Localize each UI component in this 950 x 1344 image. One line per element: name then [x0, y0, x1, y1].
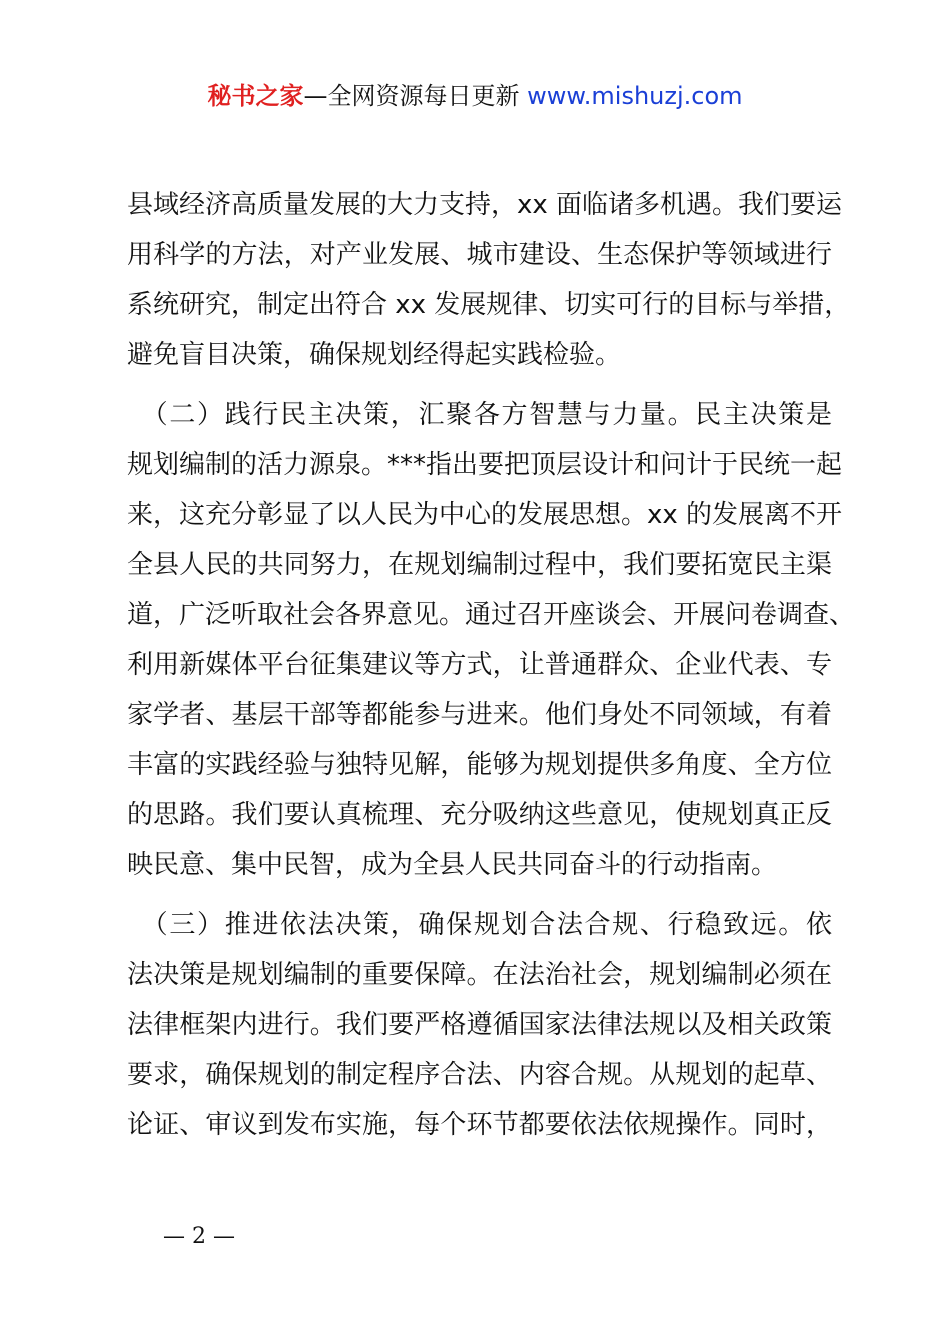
text-line: 家学者、基层干部等都能参与进来。他们身处不同领域，有着 [127, 700, 832, 730]
site-url: www.mishuzj.com [527, 82, 743, 110]
text-line: 避免盲目决策，确保规划经得起实践检验。 [127, 340, 622, 370]
text-line: 规划编制的活力源泉。***指出要把顶层设计和问计于民统一起 [127, 450, 843, 480]
text-line: 的思路。我们要认真梳理、充分吸纳这些意见，使规划真正反 [127, 800, 832, 830]
page-number: — 2 — [163, 1224, 235, 1249]
document-body [127, 180, 856, 1150]
text-line: （二）践行民主决策，汇聚各方智慧与力量。民主决策是 [127, 400, 832, 430]
text-line: 要求，确保规划的制定程序合法、内容合规。从规划的起草、 [127, 1060, 832, 1090]
site-slogan: —全网资源每日更新 [303, 82, 528, 110]
paragraph-3 [127, 900, 832, 1150]
site-header [0, 80, 950, 112]
text-line: 法决策是规划编制的重要保障。在法治社会，规划编制必须在 [127, 960, 832, 990]
text-line: 用科学的方法，对产业发展、城市建设、生态保护等领域进行 [127, 240, 832, 270]
text-line: 论证、审议到发布实施，每个环节都要依法依规操作。同时， [127, 1110, 832, 1140]
text-line: 全县人民的共同努力，在规划编制过程中，我们要拓宽民主渠 [127, 550, 832, 580]
text-line: 来，这充分彰显了以人民为中心的发展思想。xx 的发展离不开 [127, 500, 843, 530]
text-line: 法律框架内进行。我们要严格遵循国家法律法规以及相关政策 [127, 1010, 832, 1040]
site-brand: 秘书之家 [207, 82, 304, 110]
text-line: 利用新媒体平台征集建议等方式，让普通群众、企业代表、专 [127, 650, 832, 680]
paragraph-1 [127, 180, 851, 380]
text-line: 道，广泛听取社会各界意见。通过召开座谈会、开展问卷调查、 [127, 600, 856, 630]
paragraph-2 [127, 390, 856, 890]
text-line: 县域经济高质量发展的大力支持，xx 面临诸多机遇。我们要运 [127, 190, 843, 220]
text-line: 系统研究，制定出符合 xx 发展规律、切实可行的目标与举措， [127, 290, 851, 320]
text-line: 映民意、集中民智，成为全县人民共同奋斗的行动指南。 [127, 850, 778, 880]
text-line: 丰富的实践经验与独特见解，能够为规划提供多角度、全方位 [127, 750, 832, 780]
text-line: （三）推进依法决策，确保规划合法合规、行稳致远。依 [127, 910, 832, 940]
